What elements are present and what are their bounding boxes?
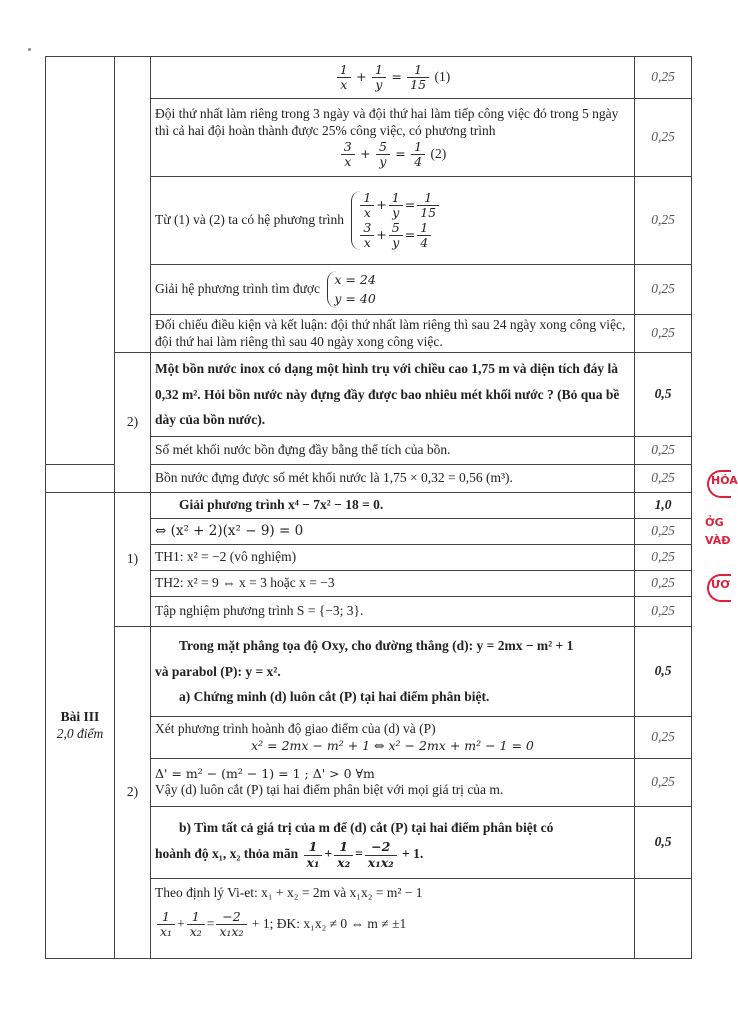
score: 0,25 <box>635 519 692 545</box>
score: 0,5 <box>635 807 692 879</box>
score: 0,25 <box>635 545 692 571</box>
score: 0,25 <box>635 597 692 627</box>
part-label: 2) <box>115 627 151 959</box>
tank-answer-2: Bồn nước đựng được số mét khối nước là 1,75 × 0,32 = 0,56 (m³). <box>151 465 635 493</box>
system-text: Từ (1) và (2) ta có hệ phương trình <box>155 211 344 227</box>
answer-key-table <box>45 56 692 959</box>
intersection-step: Xét phương trình hoành độ giao điểm của (d) và (P) x² = 2mx − m² + 1 ⇔ x² − 2mx + m² − 1 = 0 <box>151 717 635 759</box>
score: 0,25 <box>635 759 692 807</box>
vieta-step: Theo định lý Vi-et: x₁ + x₂ = 2m và x₁x₂ = m² − 1 $\frac{1}{\text{x₁}}$ + $\frac{1}{\text{x₂}}$ = $\frac{-2}{\text{x₁x₂}}$ + 1; ĐK: x₁x₂ ≠ 0 ⇔ m ≠ ±1 <box>151 879 635 959</box>
score: 0,25 <box>635 99 692 177</box>
part-label: 2) <box>115 353 151 493</box>
step-4: Tập nghiệm phương trình S = {−3; 3}. <box>151 597 635 627</box>
step-3: TH2: x² = 9 ⇔ x = 3 hoặc x = −3 <box>151 571 635 597</box>
score: 0,25 <box>635 177 692 265</box>
equation-2-text: Đội thứ nhất làm riêng trong 3 ngày và đội thứ hai làm tiếp công việc đó trong 5 ngày thì cả hai đội hoàn thành được 25% công việc, có phương trình <box>155 105 619 138</box>
score: 0,25 <box>635 437 692 465</box>
red-stamp: HÓA ỞG VÀĐ ƯƠ <box>701 470 729 610</box>
solution-cell <box>151 265 635 315</box>
equation-2: $\frac{3}{x}$ + $\frac{5}{y}$ = $\frac{1}{4}$ (2) <box>155 140 630 170</box>
table-row <box>46 57 692 99</box>
equation-1: $\frac{1}{x}$ + $\frac{1}{y}$ = $\frac{1}{15}$ (1) <box>151 57 635 99</box>
coord-question: Trong mặt phẳng tọa độ Oxy, cho đường thẳng (d): y = 2mx − m² + 1 và parabol (P): y = x². a) Chứng minh (d) luôn cắt (P) tại hai điểm phân biệt. <box>151 627 635 717</box>
problem-cell-end <box>46 465 115 493</box>
system-brace: $\frac{1}{x}$ + $\frac{1}{y}$ = $\frac{1}{15}$ $\frac{3}{x}$ + $\frac{5}{y}$ = $\frac{1}{4}$ <box>351 191 441 251</box>
problem-label: Bài III <box>60 708 100 724</box>
score: 0,25 <box>635 57 692 99</box>
problem-cell-continued <box>46 57 115 465</box>
score: 0,25 <box>635 571 692 597</box>
equation-2-cell <box>151 99 635 177</box>
solution-text: Giải hệ phương trình tìm được <box>155 280 321 296</box>
part-label: 1) <box>115 493 151 627</box>
score: 0,25 <box>635 465 692 493</box>
scan-speck <box>28 48 31 51</box>
step-1: ⇔ (x² + 2)(x² − 9) = 0 <box>151 519 635 545</box>
score-empty <box>635 879 692 959</box>
discriminant-step: Δ' = m² − (m² − 1) = 1 ; Δ' > 0 ∀m Vậy (d) luôn cắt (P) tại hai điểm phân biệt với mọi giá trị của m. <box>151 759 635 807</box>
table-row <box>46 493 692 519</box>
table-row <box>46 353 692 437</box>
score: 0,25 <box>635 265 692 315</box>
part-cell-continued <box>115 57 151 353</box>
score: 0,25 <box>635 717 692 759</box>
score: 0,5 <box>635 353 692 437</box>
conclusion-text: Đối chiếu điều kiện và kết luận: đội thứ nhất làm riêng thì sau 24 ngày xong công việc, đội thứ hai làm riêng thì sau 40 ngày xong công việc. <box>151 315 635 353</box>
problem-label-cell <box>46 493 115 959</box>
step-2: TH1: x² = −2 (vô nghiệm) <box>151 545 635 571</box>
table-row <box>46 627 692 717</box>
score: 0,5 <box>635 627 692 717</box>
tank-answer-1: Số mét khối nước bồn đựng đầy bằng thể tích của bồn. <box>151 437 635 465</box>
equation-question: Giải phương trình x⁴ − 7x² − 18 = 0. <box>151 493 635 519</box>
system-cell <box>151 177 635 265</box>
part-b-question: b) Tìm tất cả giá trị của m để (d) cắt (P) tại hai điểm phân biệt có hoành độ x₁, x₂ thỏa mãn $\frac{1}{\text{x₁}}$ + $\frac{1}{\text{x₂}}$ = $\frac{-2}{\text{x₁x₂}}$ + 1. <box>151 807 635 879</box>
score: 0,25 <box>635 315 692 353</box>
score: 1,0 <box>635 493 692 519</box>
problem-points: 2,0 điểm <box>56 725 104 741</box>
tank-question: Một bồn nước inox có dạng một hình trụ với chiều cao 1,75 m và diện tích đáy là 0,32 m². Hỏi bồn nước này đựng đầy được bao nhiêu mét khối nước ? (Bỏ qua bề dày của bồn nước). <box>151 353 635 437</box>
solution-brace: x = 24 y = 40 <box>327 271 375 309</box>
